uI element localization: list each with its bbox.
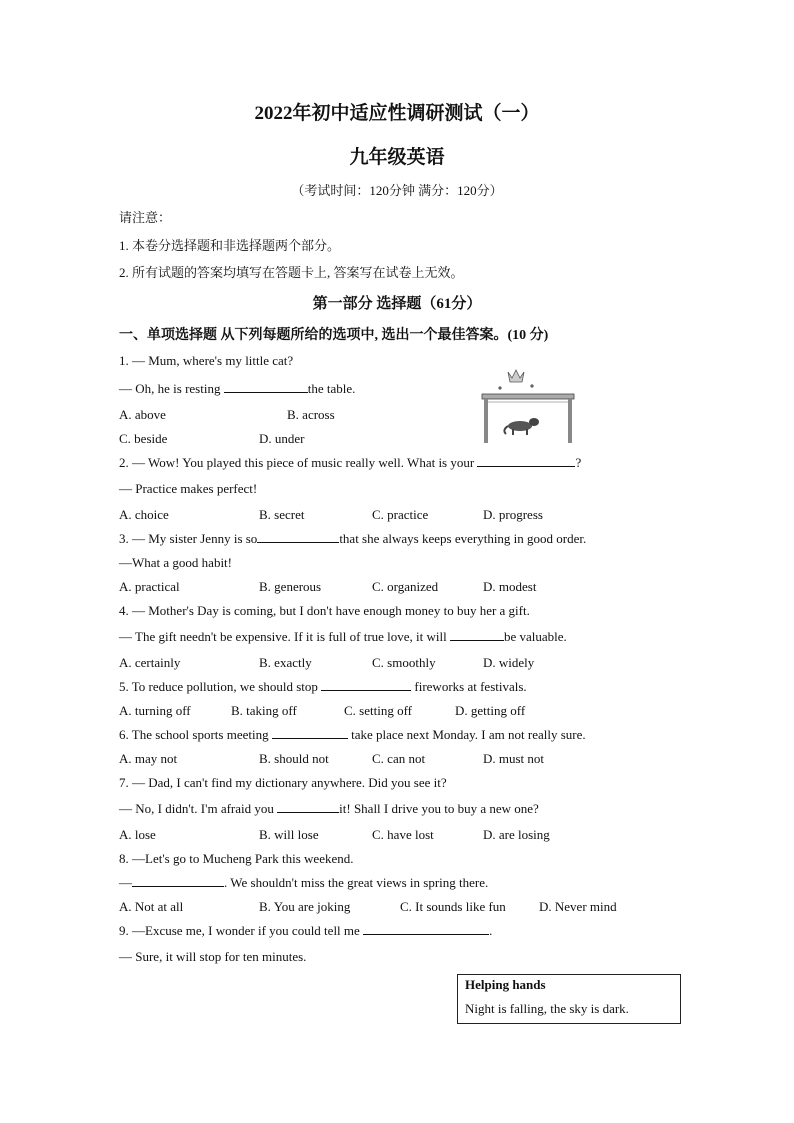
question-3-line-2: —What a good habit! xyxy=(119,555,232,570)
question-3-option-d: D. modest xyxy=(483,579,537,594)
question-4-line-2: — The gift needn't be expensive. If it is full of true love, it will be valuable. xyxy=(119,629,567,644)
question-2-option-b: B. secret xyxy=(259,507,305,522)
question-8-line-1: 8. —Let's go to Mucheng Park this weekend. xyxy=(119,851,354,866)
question-5-option-b: B. taking off xyxy=(231,703,297,718)
question-8-option-d: D. Never mind xyxy=(539,899,617,914)
question-2-line-1: 2. — Wow! You played this piece of music really well. What is your ? xyxy=(119,455,582,470)
question-1-option-d: D. under xyxy=(259,431,305,446)
question-9-line-2: — Sure, it will stop for ten minutes. xyxy=(119,949,307,964)
question-5-line-1: 5. To reduce pollution, we should stop fireworks at festivals. xyxy=(119,679,527,694)
question-6-option-d: D. must not xyxy=(483,751,545,766)
answer-blank xyxy=(450,629,504,641)
question-1-option-b: B. across xyxy=(287,407,335,422)
note-item: 2. 所有试题的答案均填写在答题卡上, 答案写在试卷上无效。 xyxy=(119,265,464,280)
question-2-line-2: — Practice makes perfect! xyxy=(119,481,258,496)
question-8-option-c: C. It sounds like fun xyxy=(400,899,506,914)
table-cat-illustration xyxy=(478,364,578,446)
question-3-line-1: 3. — My sister Jenny is so that she always keeps everything in good order. xyxy=(119,531,587,546)
notes-heading: 请注意： xyxy=(119,210,172,225)
cat-icon xyxy=(504,418,539,435)
question-5-option-a: A. turning off xyxy=(119,703,191,718)
question-2-option-d: D. progress xyxy=(483,507,543,522)
question-7-option-b: B. will lose xyxy=(259,827,319,842)
question-6-line-1: 6. The school sports meeting take place next Monday. I am not really sure. xyxy=(119,727,586,742)
question-2-option-a: A. choice xyxy=(119,507,169,522)
question-7-option-a: A. lose xyxy=(119,827,156,842)
question-4-option-c: C. smoothly xyxy=(372,655,436,670)
answer-blank xyxy=(321,679,411,691)
question-7-line-1: 7. — Dad, I can't find my dictionary anywhere. Did you see it? xyxy=(119,775,447,790)
helping-hands-title: Helping hands xyxy=(465,977,546,992)
answer-blank xyxy=(277,801,339,813)
answer-blank xyxy=(477,455,575,467)
question-3-option-a: A. practical xyxy=(119,579,180,594)
helping-hands-text: Night is falling, the sky is dark. xyxy=(465,1001,629,1016)
question-4-option-b: B. exactly xyxy=(259,655,312,670)
question-8-option-a: A. Not at all xyxy=(119,899,184,914)
question-5-option-d: D. getting off xyxy=(455,703,526,718)
question-4-option-d: D. widely xyxy=(483,655,535,670)
question-6-option-a: A. may not xyxy=(119,751,178,766)
exam-info: （考试时间：120分钟 满分：120分） xyxy=(291,183,503,198)
part-heading: 一、单项选择题 从下列每题所给的选项中, 选出一个最佳答案。(10 分) xyxy=(119,328,549,343)
question-8-option-b: B. You are joking xyxy=(259,899,351,914)
question-9-line-1: 9. —Excuse me, I wonder if you could tell me . xyxy=(119,923,493,938)
question-4-option-a: A. certainly xyxy=(119,655,181,670)
question-5-option-c: C. setting off xyxy=(344,703,413,718)
question-6-option-b: B. should not xyxy=(259,751,329,766)
question-2-option-c: C. practice xyxy=(372,507,429,522)
question-3-option-c: C. organized xyxy=(372,579,439,594)
question-1-line-2: — Oh, he is resting the table. xyxy=(119,381,356,396)
question-1-line-1: 1. — Mum, where's my little cat? xyxy=(119,353,294,368)
question-3-option-b: B. generous xyxy=(259,579,322,594)
section-title: 第一部分 选择题（61分） xyxy=(312,296,482,312)
exam-subject: 九年级英语 xyxy=(349,147,445,168)
answer-blank xyxy=(132,875,224,887)
question-4-line-1: 4. — Mother's Day is coming, but I don't have enough money to buy her a gift. xyxy=(119,603,530,618)
question-7-option-c: C. have lost xyxy=(372,827,434,842)
helping-hands-box xyxy=(457,974,681,1024)
exam-title: 2022年初中适应性调研测试（一） xyxy=(254,103,540,124)
answer-blank xyxy=(224,381,308,393)
answer-blank xyxy=(363,923,489,935)
question-8-line-2: — . We shouldn't miss the great views in spring there. xyxy=(119,875,489,890)
answer-blank xyxy=(272,727,348,739)
note-item: 1. 本卷分选择题和非选择题两个部分。 xyxy=(119,238,341,253)
flower-icon xyxy=(499,370,533,389)
table-icon xyxy=(482,394,574,443)
question-7-line-2: — No, I didn't. I'm afraid you it! Shall I drive you to buy a new one? xyxy=(119,801,539,816)
answer-blank xyxy=(257,531,339,543)
question-7-option-d: D. are losing xyxy=(483,827,550,842)
question-6-option-c: C. can not xyxy=(372,751,426,766)
question-1-option-a: A. above xyxy=(119,407,166,422)
question-1-option-c: C. beside xyxy=(119,431,168,446)
